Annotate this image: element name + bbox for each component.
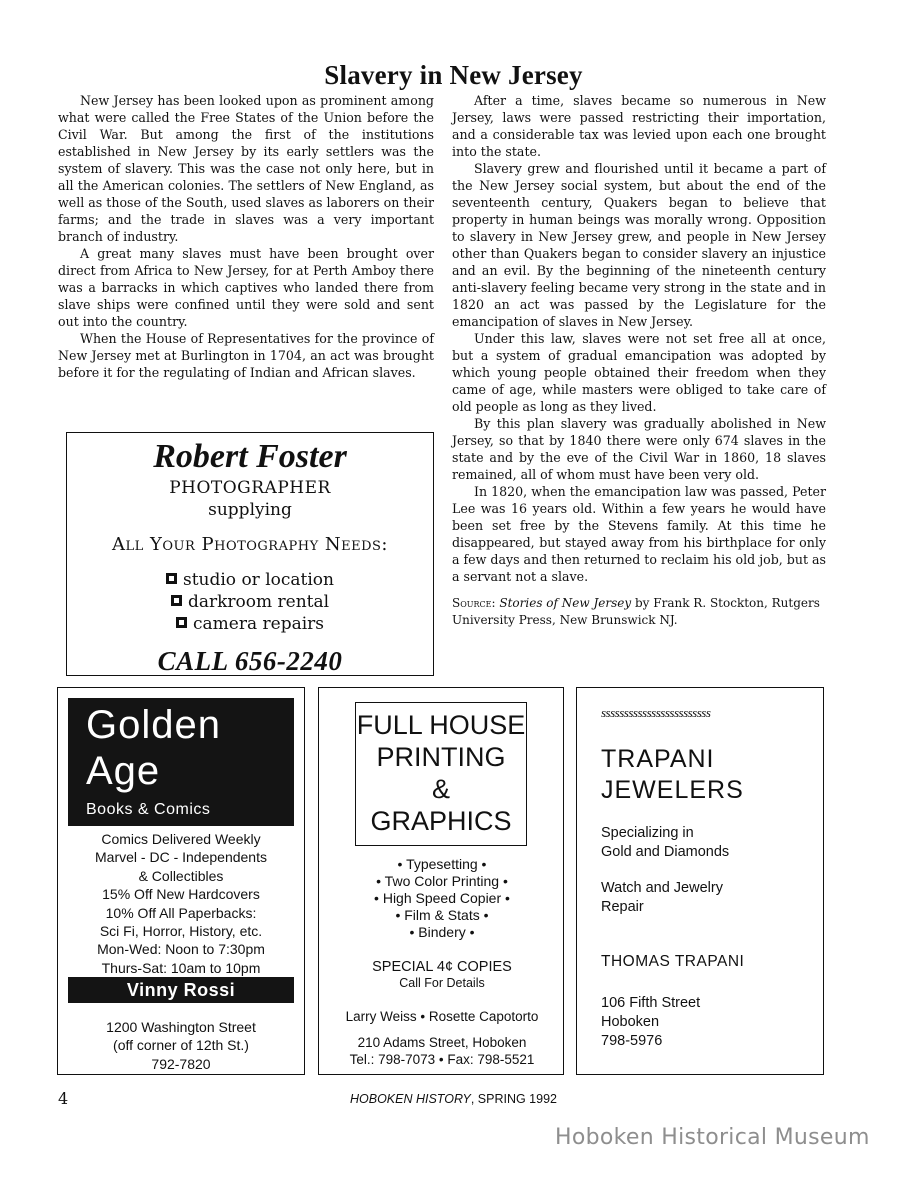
article-column-right bbox=[452, 92, 826, 629]
source-book-title: Stories of New Jersey bbox=[499, 596, 632, 610]
ad-fullhouse-call-details: Call For Details bbox=[399, 976, 485, 990]
list-item: 15% Off New Hardcovers bbox=[102, 886, 260, 903]
ad-trapani-tagline: Specializing in Gold and Diamonds bbox=[601, 825, 730, 860]
ad-foster-name: Robert Foster bbox=[153, 438, 347, 475]
list-item: • Film & Stats • bbox=[395, 907, 489, 923]
page-number: 4 bbox=[58, 1089, 69, 1108]
article-paragraph: Under this law, slaves were not set free all at once, but a system of gradual emancipation was adopted by which young people obtained their freedom when they came of age, while masters were obliged to take care of old people as long as they lived. bbox=[452, 331, 826, 414]
article-column-left bbox=[58, 92, 434, 381]
list-item: (off corner of 12th St.) bbox=[113, 1037, 249, 1054]
square-bullet-icon bbox=[166, 573, 177, 584]
ad-trapani-name: TRAPANI JEWELERS bbox=[601, 745, 744, 804]
ad-golden-details bbox=[62, 830, 300, 977]
article-paragraph: Slavery grew and flourished until it became a part of the New Jersey social system, but about the end of the seventeenth century, Quakers began to believe that property in human beings was morally wrong. Opposition to slavery in New Jersey grew, and people in New Jersey other than Quakers began to consider slavery an injustice and an evil. By the beginning of the nineteenth century anti-slavery feeling became very strong in the state and in 1820 an act was passed by the Legislature for the emancipation of slaves in New Jersey. bbox=[452, 161, 826, 329]
article-paragraph: New Jersey has been looked upon as prominent among what were called the Free States of the Union before the Civil War. But among the first of the institutions established in New Jersey by its early settlers was the system of slavery. This was the case not only here, but in all the American colonies. The settlers of New England, as well as those of the South, used slaves as laborers on their farms; and the trade in slaves was a very important branch of industry. bbox=[58, 93, 434, 244]
ad-foster-phone: CALL 656-2240 bbox=[157, 646, 343, 676]
publication-footer: HOBOKEN HISTORY, SPRING 1992 bbox=[349, 1092, 557, 1106]
ad-golden-age bbox=[57, 687, 305, 1075]
ad-trapani-owner: THOMAS TRAPANI bbox=[601, 953, 745, 970]
list-item: GRAPHICS bbox=[370, 806, 512, 836]
ad-full-house-printing bbox=[318, 687, 564, 1075]
list-item: PRINTING bbox=[376, 742, 506, 772]
list-item: & bbox=[431, 774, 450, 804]
article-paragraph: A great many slaves must have been brought over direct from Africa to New Jersey, for at Perth Amboy there was a barracks in which captives who landed there from slave ships were confined until they were sold and sent out into the country. bbox=[58, 246, 434, 329]
ad-golden-logo-line1: Golden bbox=[86, 703, 221, 747]
ad-golden-address bbox=[62, 1018, 300, 1073]
watermark: Hoboken Historical Museum bbox=[555, 1125, 870, 1150]
article-paragraph: In 1820, when the emancipation law was passed, Peter Lee was 16 years old. Within a few years he would have been set free by the Stevens family. At this time he disappeared, but stayed away from his birthplace for only a few days and then returned to reclaim his old job, but as a servant not a slave. bbox=[452, 484, 826, 584]
list-item: • Typesetting • bbox=[397, 856, 487, 872]
list-item: Comics Delivered Weekly bbox=[101, 831, 261, 847]
ad-golden-logo-block bbox=[68, 698, 294, 826]
list-item: Mon-Wed: Noon to 7:30pm bbox=[97, 941, 265, 958]
list-item: studio or location bbox=[67, 569, 433, 591]
list-item: camera repairs bbox=[67, 613, 433, 635]
source-label: Source: bbox=[452, 596, 496, 610]
ad-golden-logo-subtitle: Books & Comics bbox=[86, 801, 211, 818]
article-paragraph: By this plan slavery was gradually abolished in New Jersey, so that by 1840 there were only 674 slaves in the state and by the eve of the Civil War in 1860, 18 slaves remained, all of whom must have been very old. bbox=[452, 416, 826, 482]
list-item: Sci Fi, Horror, History, etc. bbox=[99, 923, 263, 940]
ad-trapani-tagline-repair: Watch and Jewelry Repair bbox=[601, 880, 723, 915]
list-item: • Bindery • bbox=[409, 924, 475, 940]
ad-golden-owner: Vinny Rossi bbox=[68, 977, 294, 1003]
ad-foster-services bbox=[67, 569, 433, 635]
ad-trapani-jewelers bbox=[576, 687, 824, 1075]
article-source bbox=[452, 595, 826, 629]
ad-foster-needs: All Your Photography Needs: bbox=[112, 534, 388, 555]
list-item: • Two Color Printing • bbox=[376, 873, 508, 889]
list-item: 792-7820 bbox=[151, 1055, 211, 1072]
square-bullet-icon bbox=[171, 595, 182, 606]
ad-fullhouse-special: SPECIAL 4¢ COPIES bbox=[372, 959, 512, 975]
ad-trapani-decoration: ssssssssssssssssssssssss bbox=[601, 705, 711, 720]
ad-fullhouse-logo-box bbox=[355, 702, 527, 846]
ad-foster-supplying: supplying bbox=[208, 500, 292, 520]
ad-foster-role: PHOTOGRAPHER bbox=[169, 478, 331, 498]
list-item: darkroom rental bbox=[67, 591, 433, 613]
list-item: & Collectibles bbox=[138, 867, 224, 884]
article-title: Slavery in New Jersey bbox=[324, 60, 583, 90]
list-item: Thurs-Sat: 10am to 10pm bbox=[101, 959, 261, 976]
list-item: 1200 Washington Street bbox=[106, 1019, 256, 1035]
list-item: • High Speed Copier • bbox=[374, 890, 510, 906]
list-item: Marvel - DC - Independents bbox=[95, 849, 267, 866]
list-item: 10% Off All Paperbacks: bbox=[105, 904, 257, 921]
ad-fullhouse-services bbox=[319, 856, 565, 941]
ad-trapani-address: 106 Fifth Street Hoboken 798-5976 bbox=[601, 995, 701, 1049]
article-paragraph: After a time, slaves became so numerous in New Jersey, laws were passed restricting their importation, and a considerable tax was levied upon each one brought into the state. bbox=[452, 93, 826, 159]
list-item: FULL HOUSE bbox=[356, 710, 526, 740]
square-bullet-icon bbox=[176, 617, 187, 628]
ad-robert-foster bbox=[66, 432, 434, 676]
source-publisher: by Frank R. Stockton, Rutgers University Press, New Brunswick NJ. bbox=[452, 596, 820, 627]
article-paragraph: When the House of Representatives for the province of New Jersey met at Burlington in 1704, an act was brought before it for the regulating of Indian and African slaves. bbox=[58, 331, 434, 380]
ad-fullhouse-address: 210 Adams Street, Hoboken Tel.: 798-7073 • Fax: 798-5521 bbox=[349, 1035, 535, 1067]
ad-golden-logo-line2: Age bbox=[86, 749, 161, 793]
ad-fullhouse-people: Larry Weiss • Rosette Capotorto bbox=[345, 1009, 539, 1024]
